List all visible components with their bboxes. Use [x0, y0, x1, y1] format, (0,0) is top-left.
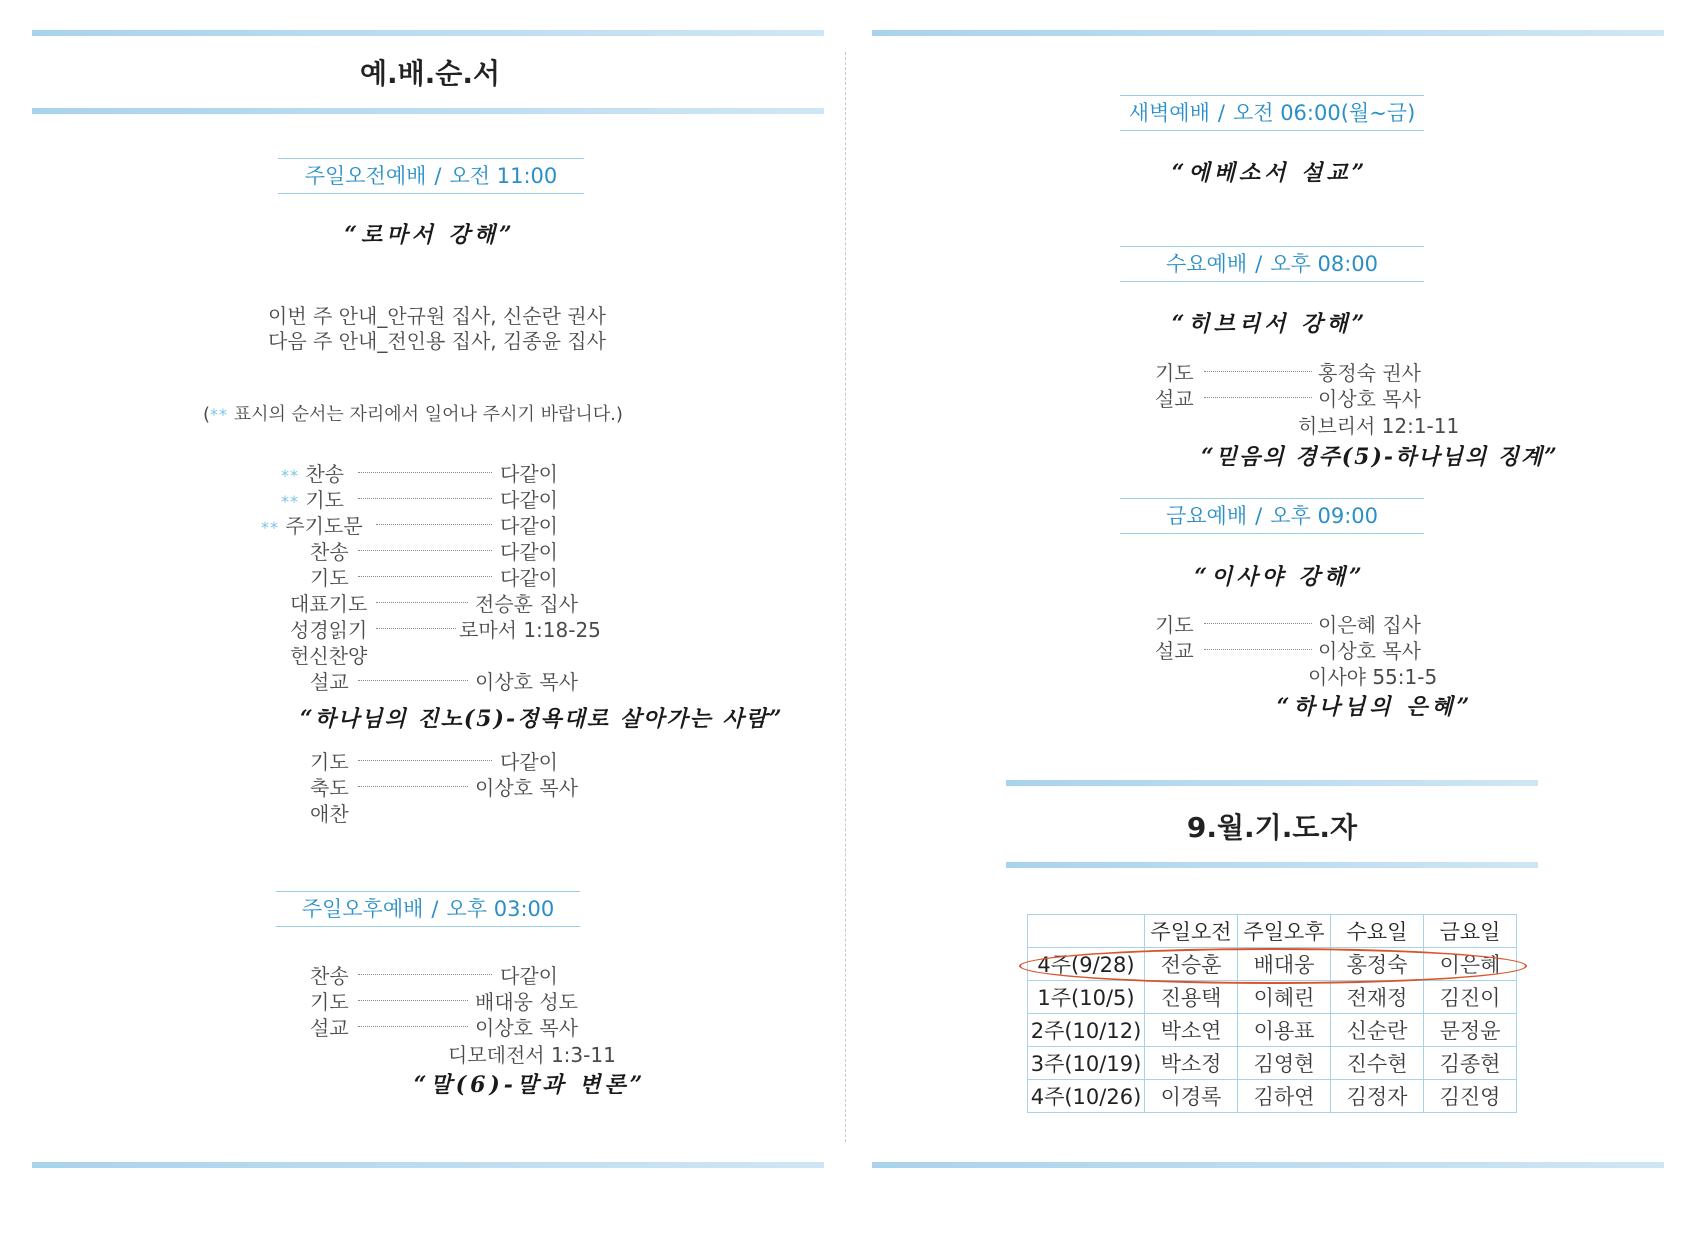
service-name: 주일오후예배: [301, 897, 424, 921]
table-cell: 김정자: [1331, 1080, 1424, 1113]
table-header-row: [1028, 915, 1517, 948]
table-cell: 진수현: [1331, 1047, 1424, 1080]
order-row: 찬송: [310, 540, 349, 564]
order-person: 이상호 목사: [1318, 387, 1421, 411]
service-name: 주일오전예배: [304, 164, 427, 188]
prayer-table: [1027, 914, 1517, 1113]
order-row: ** 찬송: [281, 462, 344, 486]
table-cell: 진용택: [1145, 981, 1238, 1014]
service-time: 오후 08:00: [1270, 252, 1378, 276]
order-person: 이은혜 집사: [1318, 613, 1421, 637]
guide-this-week: 이번 주 안내_안규원 집사, 신순란 권사: [268, 304, 606, 328]
order-row: 기도: [1155, 361, 1194, 385]
column-header: 주일오전: [1145, 915, 1238, 948]
order-row: 애찬: [310, 802, 349, 826]
left-bottom-rule: [32, 1162, 824, 1168]
order-person: 이상호 목사: [475, 776, 578, 800]
sunday-afternoon-sermon-title: “말(6)-말과 변론”: [413, 1072, 647, 1098]
order-row: 기도: [310, 990, 349, 1014]
leader-dots: [358, 680, 468, 681]
table-cell: 김종현: [1424, 1047, 1517, 1080]
wednesday-scripture: 히브리서 12:1-11: [1298, 414, 1460, 438]
order-person: 다같이: [500, 540, 558, 564]
column-header: [1028, 915, 1145, 948]
leader-dots: [1204, 371, 1312, 372]
table-cell: 전재정: [1331, 981, 1424, 1014]
order-person: 다같이: [500, 514, 558, 538]
order-person: 이상호 목사: [475, 1016, 578, 1040]
friday-scripture: 이사야 55:1-5: [1308, 665, 1438, 689]
order-person: 다같이: [500, 964, 558, 988]
sunday-morning-series-title: “로마서 강해”: [344, 222, 516, 248]
leader-dots: [358, 472, 492, 473]
leader-dots: [358, 974, 492, 975]
page-divider: [845, 52, 846, 1142]
service-time: 오후 09:00: [1270, 504, 1378, 528]
wednesday-service-header: 수요예배 / 오후 08:00: [1120, 246, 1424, 282]
star-marker: **: [210, 405, 229, 424]
leader-dots: [358, 1000, 468, 1001]
order-person: 이상호 목사: [475, 670, 578, 694]
order-row: 설교: [1155, 639, 1194, 663]
order-person: 다같이: [500, 462, 558, 486]
prayer-heading-rule: [1006, 862, 1538, 868]
table-cell: 배대웅: [1238, 948, 1331, 981]
order-row: ** 주기도문: [261, 514, 363, 538]
table-row: [1028, 981, 1517, 1014]
service-time: 오후 03:00: [446, 897, 555, 921]
column-header: 수요일: [1331, 915, 1424, 948]
table-cell: 이경록: [1145, 1080, 1238, 1113]
week-cell: 3주(10/19): [1028, 1047, 1145, 1080]
service-name: 새벽예배: [1128, 101, 1210, 125]
week-cell: 1주(10/5): [1028, 981, 1145, 1014]
table-cell: 김진영: [1424, 1080, 1517, 1113]
table-row: [1028, 1014, 1517, 1047]
table-cell: 박소정: [1145, 1047, 1238, 1080]
service-time: 오전 06:00(월~금): [1232, 101, 1416, 125]
table-cell: 김하연: [1238, 1080, 1331, 1113]
prayer-top-rule: [1006, 780, 1538, 786]
table-cell: 문정윤: [1424, 1014, 1517, 1047]
order-row: 설교: [1155, 387, 1194, 411]
service-name: 금요예배: [1165, 504, 1248, 528]
right-bottom-rule: [872, 1162, 1664, 1168]
sunday-afternoon-service-header: 주일오후예배 / 오후 03:00: [276, 891, 580, 927]
order-row: 대표기도: [290, 592, 368, 616]
friday-service-header: 금요예배 / 오후 09:00: [1120, 498, 1424, 534]
leader-dots: [358, 760, 492, 761]
week-cell: 2주(10/12): [1028, 1014, 1145, 1047]
table-cell: 홍정숙: [1331, 948, 1424, 981]
order-row: 설교: [310, 670, 349, 694]
leader-dots: [1204, 649, 1312, 650]
order-row: 헌신찬양: [290, 644, 368, 668]
leader-dots: [358, 576, 492, 577]
left-heading-rule: [32, 108, 824, 114]
order-person: 이상호 목사: [1318, 639, 1421, 663]
left-top-rule: [32, 30, 824, 36]
order-row: 축도: [310, 776, 349, 800]
table-cell: 전승훈: [1145, 948, 1238, 981]
order-row: ** 기도: [281, 488, 344, 512]
leader-dots: [376, 628, 456, 629]
sunday-morning-sermon-title: “하나님의 진노(5)-정욕대로 살아가는 사람”: [300, 706, 784, 732]
leader-dots: [358, 1026, 468, 1027]
table-cell: 이용표: [1238, 1014, 1331, 1047]
guide-next-week: 다음 주 안내_전인용 집사, 김종윤 집사: [268, 329, 606, 353]
standing-note: (** 표시의 순서는 자리에서 일어나 주시기 바랍니다.): [203, 404, 623, 425]
order-person: 배대웅 성도: [475, 990, 578, 1014]
order-person: 전승훈 집사: [475, 592, 578, 616]
wednesday-series-title: “히브리서 강해”: [1171, 311, 1369, 337]
table-cell: 김영현: [1238, 1047, 1331, 1080]
order-row: 기도: [310, 566, 349, 590]
table-cell: 박소연: [1145, 1014, 1238, 1047]
order-person: 홍정숙 권사: [1318, 361, 1421, 385]
column-header: 금요일: [1424, 915, 1517, 948]
leader-dots: [376, 524, 492, 525]
order-row: 찬송: [310, 964, 349, 988]
leader-dots: [376, 602, 468, 603]
right-top-rule: [872, 30, 1664, 36]
afternoon-scripture: 디모데전서 1:3-11: [448, 1043, 616, 1067]
order-person: 로마서 1:18-25: [459, 618, 601, 642]
worship-order-heading: 예.배.순.서: [359, 57, 501, 90]
order-row: 기도: [310, 750, 349, 774]
sunday-morning-service-header: 주일오전예배 / 오전 11:00: [278, 158, 584, 194]
order-person: 다같이: [500, 488, 558, 512]
table-row: [1028, 1047, 1517, 1080]
friday-series-title: “이사야 강해”: [1194, 564, 1366, 590]
service-name: 수요예배: [1165, 252, 1248, 276]
table-cell: 신순란: [1331, 1014, 1424, 1047]
leader-dots: [1204, 623, 1312, 624]
order-person: 다같이: [500, 750, 558, 774]
friday-sermon-title: “하나님의 은혜”: [1276, 694, 1474, 720]
order-row: 기도: [1155, 613, 1194, 637]
wednesday-sermon-title: “믿음의 경주(5)-하나님의 징계”: [1201, 444, 1559, 470]
table-cell: 김진이: [1424, 981, 1517, 1014]
table-row: [1028, 1080, 1517, 1113]
service-time: 오전 11:00: [449, 164, 558, 188]
dawn-service-header: 새벽예배 / 오전 06:00(월~금): [1120, 95, 1424, 131]
leader-dots: [358, 498, 492, 499]
leader-dots: [1204, 397, 1312, 398]
prayer-heading: 9.월.기.도.자: [1186, 811, 1358, 844]
table-cell: 이은혜: [1424, 948, 1517, 981]
order-row: 성경읽기: [290, 618, 368, 642]
highlight-ellipse: [1019, 948, 1527, 984]
week-cell: 4주(9/28): [1028, 948, 1145, 981]
week-cell: 4주(10/26): [1028, 1080, 1145, 1113]
leader-dots: [358, 550, 492, 551]
table-cell: 이혜린: [1238, 981, 1331, 1014]
order-person: 다같이: [500, 566, 558, 590]
column-header: 주일오후: [1238, 915, 1331, 948]
dawn-series-title: “에베소서 설교”: [1171, 160, 1369, 186]
leader-dots: [358, 786, 468, 787]
order-row: 설교: [310, 1016, 349, 1040]
